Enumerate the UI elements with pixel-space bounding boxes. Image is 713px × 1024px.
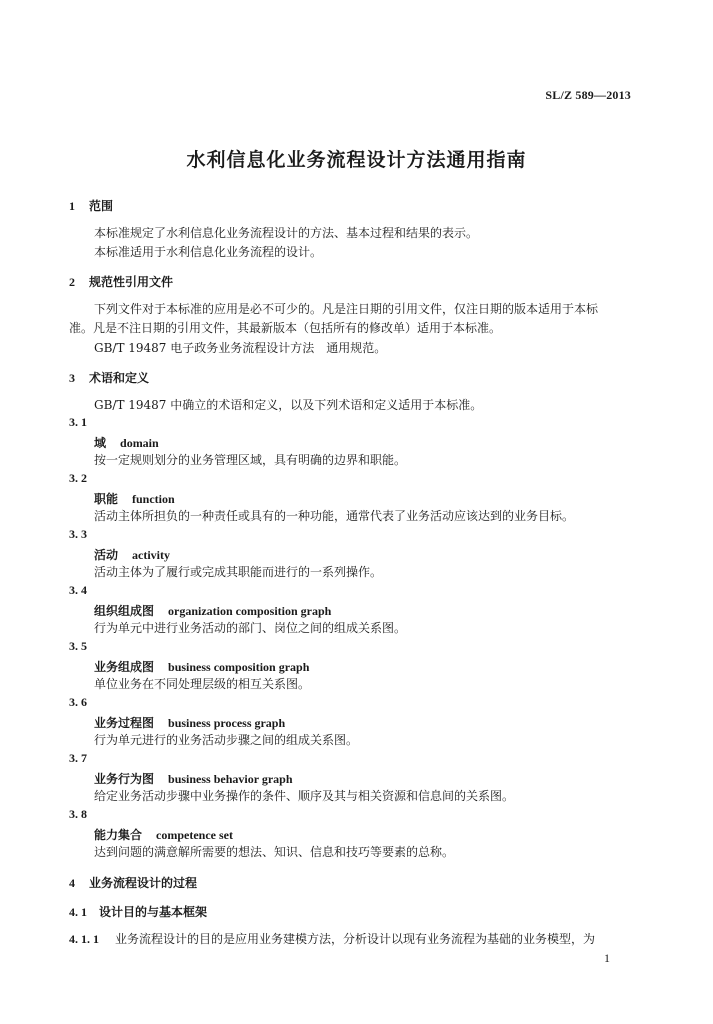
- term-entry: [94, 602, 331, 619]
- normative-reference: GB/T 19487 电子政务业务流程设计方法 通用规范。: [94, 341, 387, 355]
- term-number: 3. 2: [69, 471, 87, 485]
- term-en: activity: [132, 548, 171, 562]
- term-definition: 给定业务活动步骤中业务操作的条件、顺序及其与相关资源和信息间的关系图。: [94, 789, 515, 803]
- section-number: 3: [69, 371, 75, 385]
- section-title: 范围: [89, 199, 114, 213]
- term-entry: [94, 490, 175, 507]
- term-zh: 能力集合: [94, 828, 143, 842]
- term-entry: [94, 658, 309, 675]
- term-en: organization composition graph: [168, 604, 332, 618]
- term-zh: 域: [94, 436, 107, 450]
- subsection-number: 4. 1: [69, 905, 87, 919]
- term-number: 3. 1: [69, 415, 87, 429]
- section-title: 业务流程设计的过程: [89, 876, 198, 890]
- term-number: 3. 6: [69, 695, 87, 709]
- section-3-heading: [69, 369, 149, 386]
- term-zh: 职能: [94, 492, 119, 506]
- page-number: 1: [604, 951, 610, 965]
- section-number: 2: [69, 275, 75, 289]
- term-number: 3. 7: [69, 751, 87, 765]
- term-entry: [94, 714, 285, 731]
- term-entry: [94, 434, 159, 451]
- term-zh: 业务过程图: [94, 716, 155, 730]
- section-1-heading: [69, 197, 113, 214]
- clause-4-1-1: [69, 930, 595, 947]
- section-4-heading: [69, 874, 197, 891]
- term-zh: 活动: [94, 548, 119, 562]
- section-number: 1: [69, 199, 75, 213]
- clause-text: 业务流程设计的目的是应用业务建模方法，分析设计以现有业务流程为基础的业务模型，为: [115, 932, 596, 946]
- term-number: 3. 5: [69, 639, 87, 653]
- term-en: competence set: [156, 828, 233, 842]
- term-en: business process graph: [168, 716, 286, 730]
- paragraph: 本标准适用于水利信息化业务流程的设计。: [94, 245, 323, 259]
- term-definition: 按一定规则划分的业务管理区域，具有明确的边界和职能。: [94, 453, 407, 467]
- term-definition: 活动主体所担负的一种责任或具有的一种功能，通常代表了业务活动应该达到的业务目标。: [94, 509, 575, 523]
- term-definition: 活动主体为了履行或完成其职能而进行的一系列操作。: [94, 565, 383, 579]
- term-number: 3. 4: [69, 583, 87, 597]
- subsection-title: 设计目的与基本框架: [99, 905, 208, 919]
- term-entry: [94, 546, 170, 563]
- paragraph: GB/T 19487 中确立的术语和定义，以及下列术语和定义适用于本标准。: [94, 398, 483, 412]
- paragraph-line: 下列文件对于本标准的应用是必不可少的。凡是注日期的引用文件，仅注日期的版本适用于本标: [94, 302, 599, 316]
- term-zh: 组织组成图: [94, 604, 155, 618]
- document-title: 水利信息化业务流程设计方法通用指南: [186, 149, 527, 171]
- subsection-4-1-heading: [69, 903, 207, 920]
- term-number: 3. 3: [69, 527, 87, 541]
- term-definition: 行为单元进行的业务活动步骤之间的组成关系图。: [94, 733, 359, 747]
- section-title: 术语和定义: [89, 371, 150, 385]
- section-title: 规范性引用文件: [89, 275, 174, 289]
- term-en: business behavior graph: [168, 772, 293, 786]
- term-en: function: [132, 492, 175, 506]
- section-2-heading: [69, 273, 173, 290]
- clause-number: 4. 1. 1: [69, 932, 99, 946]
- term-definition: 单位业务在不同处理层级的相互关系图。: [94, 677, 311, 691]
- standard-code: SL/Z 589—2013: [545, 88, 631, 102]
- term-en: business composition graph: [168, 660, 310, 674]
- term-zh: 业务组成图: [94, 660, 155, 674]
- section-number: 4: [69, 876, 75, 890]
- term-en: domain: [120, 436, 159, 450]
- term-number: 3. 8: [69, 807, 87, 821]
- term-zh: 业务行为图: [94, 772, 155, 786]
- term-entry: [94, 826, 233, 843]
- term-entry: [94, 770, 293, 787]
- paragraph: 本标准规定了水利信息化业务流程设计的方法、基本过程和结果的表示。: [94, 226, 479, 240]
- term-definition: 达到问题的满意解所需要的想法、知识、信息和技巧等要素的总称。: [94, 845, 455, 859]
- paragraph-line: 准。凡是不注日期的引用文件，其最新版本（包括所有的修改单）适用于本标准。: [69, 321, 502, 335]
- term-definition: 行为单元中进行业务活动的部门、岗位之间的组成关系图。: [94, 621, 407, 635]
